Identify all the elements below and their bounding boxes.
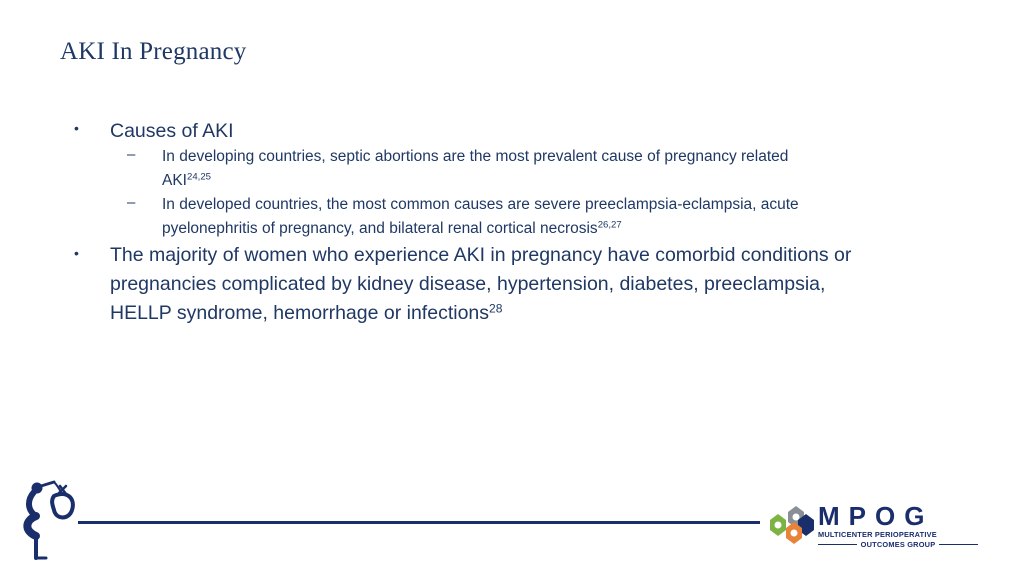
sub-bullet-text: AKI	[162, 172, 187, 189]
sub-bullet-marker: –	[127, 146, 136, 163]
sub-bullet-line	[162, 169, 922, 193]
sub-bullet-line: In developed countries, the most common causes are severe preeclampsia-eclampsia, acute	[162, 196, 799, 213]
sub-bullet-developed-countries	[162, 193, 922, 241]
sub-bullet-marker: –	[127, 194, 136, 211]
bullet-line: The majority of women who experience AKI in pregnancy have comorbid conditions or	[110, 244, 852, 266]
bullet-majority-of-women	[110, 241, 980, 328]
bullet-line: pregnancies complicated by kidney disease, hypertension, diabetes, preeclampsia,	[110, 273, 826, 295]
mpog-logo-text	[818, 503, 978, 549]
mpog-wordmark: MPOG	[818, 501, 934, 531]
sub-bullet-line: In developing countries, septic abortions are the most prevalent cause of pregnancy related	[162, 148, 789, 165]
citation: 28	[489, 301, 503, 316]
mpog-rule-left	[818, 544, 857, 546]
mpog-subtitle-row	[818, 540, 978, 549]
bullet-text: HELLP syndrome, hemorrhage or infections	[110, 302, 490, 324]
mpog-subtitle-line2: OUTCOMES GROUP	[860, 540, 936, 549]
citation: 26,27	[597, 219, 622, 231]
bullet-causes-of-aki: Causes of AKI	[110, 120, 234, 142]
stork-logo-icon	[14, 476, 80, 562]
citation: 24,25	[186, 171, 211, 183]
footer-rule	[78, 521, 760, 524]
bullet-line	[110, 299, 980, 328]
slide-title: AKI In Pregnancy	[60, 38, 247, 65]
sub-bullet-developing-countries	[162, 145, 922, 193]
mpog-hexagon-icon	[764, 500, 822, 546]
mpog-rule-right	[939, 544, 978, 546]
mpog-subtitle-line1: MULTICENTER PERIOPERATIVE	[818, 530, 937, 539]
sub-bullet-text: pyelonephritis of pregnancy, and bilateral renal cortical necrosis	[162, 220, 598, 237]
bullet-marker: •	[74, 245, 79, 261]
bullet-marker: •	[74, 120, 79, 136]
sub-bullet-line	[162, 217, 922, 241]
